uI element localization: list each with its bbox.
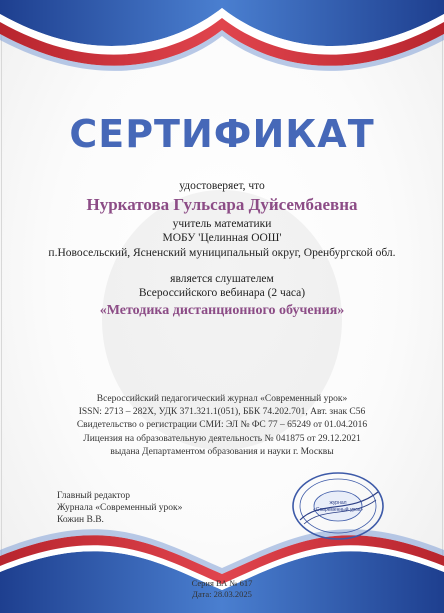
svg-text:«Современный урок»: «Современный урок» bbox=[313, 507, 363, 513]
journal-license-issuer: выдана Департаментом образования и науки г. Москвы bbox=[110, 447, 334, 457]
editor-title: Главный редактор bbox=[57, 491, 131, 501]
certifies-text: удостоверяет, что bbox=[179, 180, 265, 192]
recipient-position: учитель математики bbox=[172, 218, 272, 230]
certificate-title: СЕРТИФИКАТ bbox=[69, 112, 375, 156]
journal-license: Лицензия на образовательную деятельность № 041875 от 29.12.2021 bbox=[83, 434, 361, 444]
journal-name: Всероссийский педагогический журнал «Современный урок» bbox=[96, 394, 348, 404]
editor-name: Кожин В.В. bbox=[57, 515, 104, 525]
journal-registration: Свидетельство о регистрации СМИ: ЭЛ № ФС 77 – 65249 от 01.04.2016 bbox=[76, 420, 368, 430]
recipient-name: Нуркатова Гульсара Дуйсембаевна bbox=[86, 195, 358, 214]
series-number: Серия ВА № 617 bbox=[191, 578, 253, 588]
issue-date: Дата: 28.03.2025 bbox=[192, 589, 252, 599]
journal-issn: ISSN: 2713 – 282X, УДК 371.321.1(051), ББК 74.202.701, Авт. знак С56 bbox=[78, 407, 366, 417]
recipient-address: п.Новосельский, Ясненский муниципальный округ, Оренбургской обл. bbox=[48, 247, 396, 259]
event-text: Всероссийского вебинара (2 часа) bbox=[138, 287, 306, 299]
stamp-seal bbox=[290, 470, 386, 542]
signature-block bbox=[57, 490, 182, 526]
listener-text: является слушателем bbox=[170, 273, 274, 285]
recipient-school: МОБУ 'Целинная ООШ' bbox=[162, 232, 282, 244]
course-title: «Методика дистанционного обучения» bbox=[99, 303, 345, 318]
editor-journal: Журнала «Современный урок» bbox=[57, 503, 183, 513]
svg-text:журнал: журнал bbox=[329, 500, 347, 506]
